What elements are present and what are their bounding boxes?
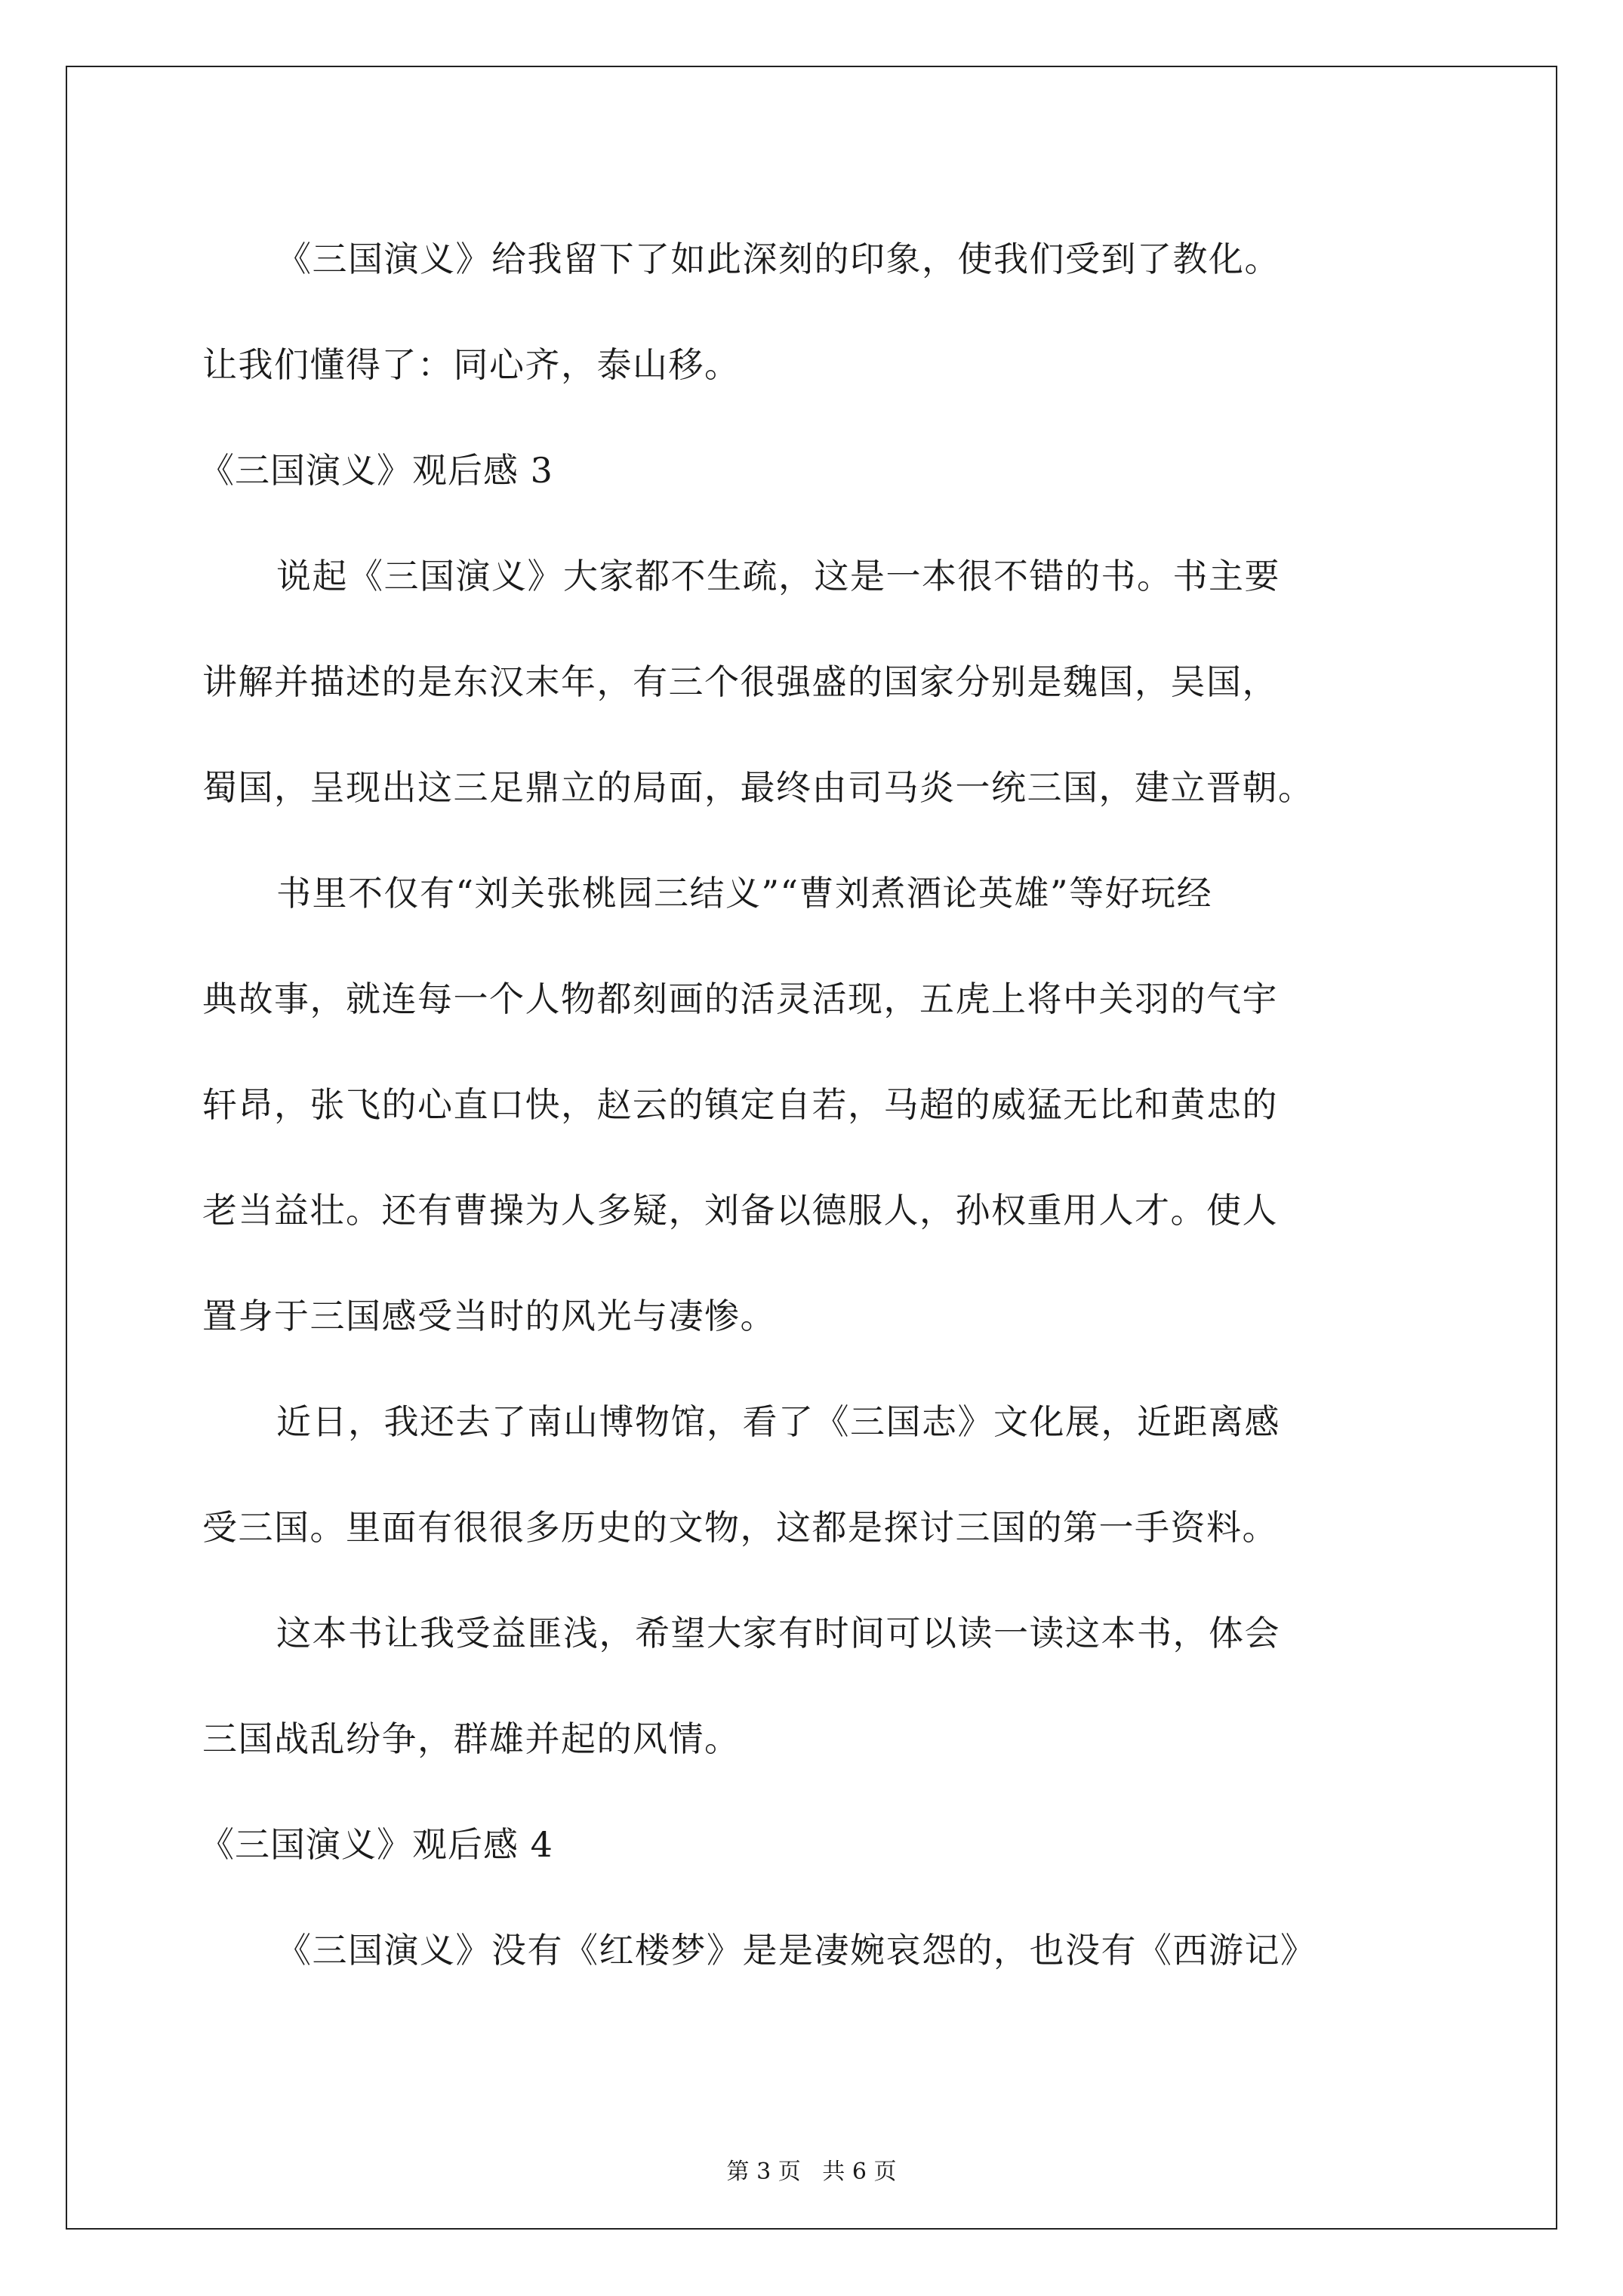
paragraph-line: 近日，我还去了南山博物馆，看了《三国志》文化展，近距离感 xyxy=(276,1401,1280,1442)
paragraph-line: 《三国演义》没有《红楼梦》是是凄婉哀怨的，也没有《西游记》 xyxy=(276,1930,1317,1971)
paragraph-line: 老当益壮。还有曹操为人多疑，刘备以德服人，孙权重用人才。使人 xyxy=(202,1190,1278,1231)
paragraph-line: 置身于三国感受当时的风光与凄惨。 xyxy=(202,1296,776,1336)
paragraph-line: 受三国。里面有很很多历史的文物，这都是探讨三国的第一手资料。 xyxy=(202,1507,1278,1548)
paragraph-line: 《三国演义》给我留下了如此深刻的印象，使我们受到了教化。 xyxy=(276,239,1280,279)
paragraph-line: 轩昂，张飞的心直口快，赵云的镇定自若，马超的威猛无比和黄忠的 xyxy=(202,1084,1278,1125)
section-heading: 《三国演义》观后感 4 xyxy=(199,1824,553,1865)
paragraph-line: 说起《三国演义》大家都不生疏，这是一本很不错的书。书主要 xyxy=(276,556,1280,596)
paragraph-line: 讲解并描述的是东汉末年，有三个很强盛的国家分别是魏国，吴国， xyxy=(202,661,1278,702)
paragraph-line: 让我们懂得了：同心齐，泰山移。 xyxy=(202,344,741,385)
paragraph-line: 蜀国，呈现出这三足鼎立的局面，最终由司马炎一统三国，建立晋朝。 xyxy=(202,767,1314,808)
paragraph-line: 这本书让我受益匪浅，希望大家有时间可以读一读这本书，体会 xyxy=(276,1613,1280,1653)
paragraph-line: 典故事，就连每一个人物都刻画的活灵活现，五虎上将中关羽的气宇 xyxy=(202,978,1278,1019)
page-indicator: 第 3 页 共 6 页 xyxy=(726,2159,897,2185)
paragraph-line: 书里不仅有“刘关张桃园三结义”“曹刘煮酒论英雄”等好玩经 xyxy=(276,873,1213,914)
page-frame xyxy=(66,66,1557,2230)
paragraph-line: 三国战乱纷争，群雄并起的风情。 xyxy=(202,1718,741,1759)
section-heading: 《三国演义》观后感 3 xyxy=(199,450,553,491)
